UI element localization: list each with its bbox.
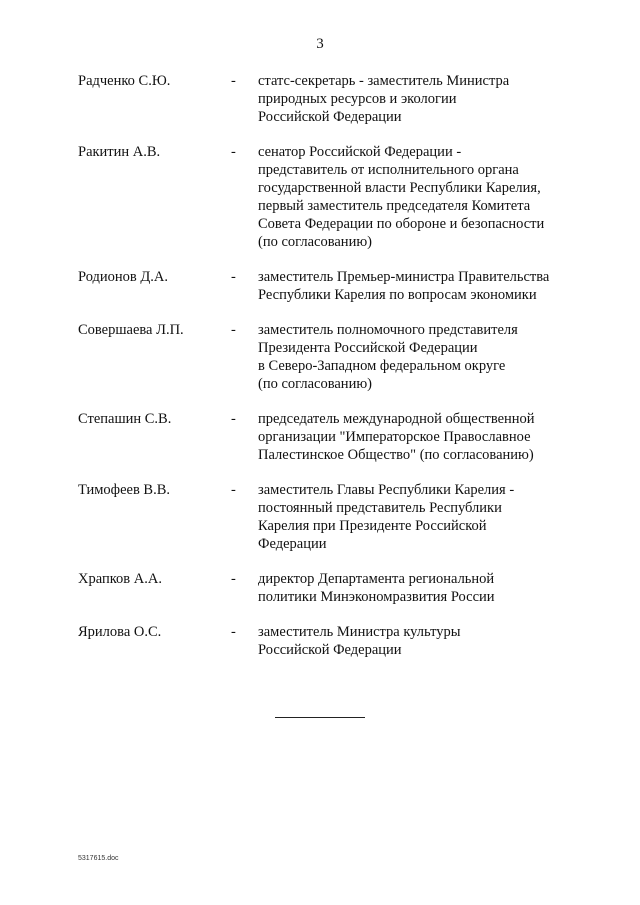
position-line: заместитель Премьер-министра Правительства <box>258 269 550 285</box>
position-line: постоянный представитель Республики <box>258 500 502 516</box>
position-line: председатель международной общественной <box>258 411 535 427</box>
separator-dash: - <box>231 624 236 640</box>
position-line: Республики Карелия по вопросам экономики <box>258 287 537 303</box>
member-position <box>258 72 578 126</box>
position-line: директор Департамента региональной <box>258 571 495 587</box>
member-name: Родионов Д.А. <box>78 269 169 285</box>
position-line: в Северо-Западном федеральном округе <box>258 358 506 374</box>
position-line: заместитель Главы Республики Карелия - <box>258 482 515 498</box>
list-item <box>78 143 578 251</box>
member-position <box>258 321 578 393</box>
document-id: 5317615.doc <box>78 855 119 862</box>
member-name: Храпков А.А. <box>78 571 162 587</box>
list-item <box>78 623 578 659</box>
position-line: заместитель Министра культуры <box>258 624 461 640</box>
position-line: первый заместитель председателя Комитета <box>258 198 531 214</box>
list-item <box>78 570 578 606</box>
member-name: Ярилова О.С. <box>78 624 162 640</box>
position-line: природных ресурсов и экологии <box>258 91 457 107</box>
list-item <box>78 410 578 464</box>
position-line: представитель от исполнительного органа <box>258 162 519 178</box>
position-line: статс-секретарь - заместитель Министра <box>258 73 510 89</box>
separator-dash: - <box>231 322 236 338</box>
member-position <box>258 570 578 606</box>
closing-rule <box>275 717 365 718</box>
member-name: Совершаева Л.П. <box>78 322 184 338</box>
member-name: Радченко С.Ю. <box>78 73 171 89</box>
position-line: государственной власти Республики Карелия, <box>258 180 541 196</box>
position-line: сенатор Российской Федерации - <box>258 144 462 160</box>
separator-dash: - <box>231 269 236 285</box>
position-line: Палестинское Общество" (по согласованию) <box>258 447 534 463</box>
position-line: Президента Российской Федерации <box>258 340 478 356</box>
position-line: Российской Федерации <box>258 642 402 658</box>
position-line: организации "Императорское Православное <box>258 429 531 445</box>
member-position <box>258 410 578 464</box>
list-item <box>78 72 578 126</box>
member-list <box>78 72 578 659</box>
position-line: Федерации <box>258 536 327 552</box>
separator-dash: - <box>231 571 236 587</box>
list-item <box>78 481 578 553</box>
position-line: Карелия при Президенте Российской <box>258 518 487 534</box>
member-name: Степашин С.В. <box>78 411 172 427</box>
list-item <box>78 321 578 393</box>
member-name: Тимофеев В.В. <box>78 482 171 498</box>
separator-dash: - <box>231 144 236 160</box>
page-number: 3 <box>316 36 324 52</box>
list-item <box>78 268 578 304</box>
position-line: заместитель полномочного представителя <box>258 322 518 338</box>
position-line: (по согласованию) <box>258 376 372 392</box>
member-position <box>258 481 578 553</box>
separator-dash: - <box>231 411 236 427</box>
member-position <box>258 268 578 304</box>
position-line: политики Минэкономразвития России <box>258 589 495 605</box>
position-line: Совета Федерации по обороне и безопасности <box>258 216 545 232</box>
separator-dash: - <box>231 73 236 89</box>
position-line: (по согласованию) <box>258 234 372 250</box>
member-position <box>258 623 578 659</box>
member-position <box>258 143 578 251</box>
member-name: Ракитин А.В. <box>78 144 161 160</box>
position-line: Российской Федерации <box>258 109 402 125</box>
separator-dash: - <box>231 482 236 498</box>
